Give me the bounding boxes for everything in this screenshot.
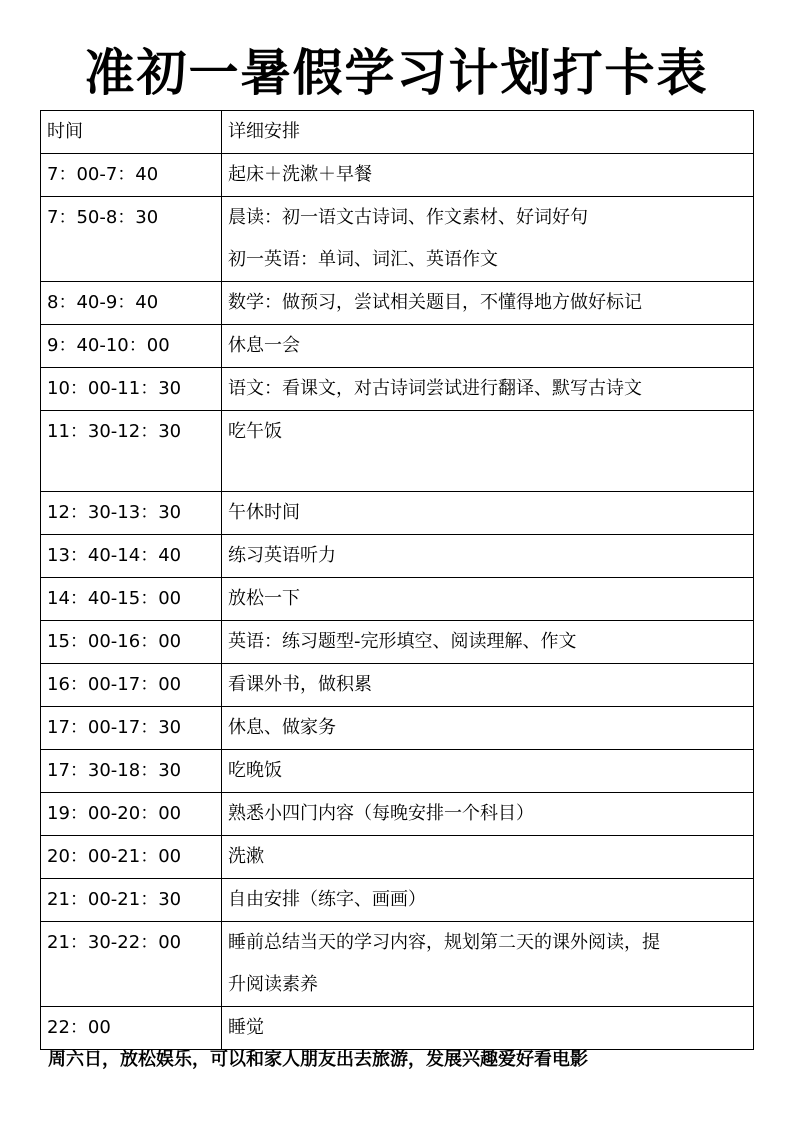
table-row	[41, 535, 754, 578]
table-row	[41, 492, 754, 535]
detail-cell	[222, 535, 754, 578]
table-row	[41, 368, 754, 411]
time-cell: 19：00-20：00	[41, 793, 222, 836]
detail-cell	[222, 411, 754, 492]
detail-line: 吃晚饭	[228, 760, 282, 781]
table-row	[41, 922, 754, 1007]
time-cell: 7：00-7：40	[41, 154, 222, 197]
header-detail: 详细安排	[222, 111, 754, 154]
table-row	[41, 154, 754, 197]
table-row	[41, 197, 754, 282]
detail-line: 初一英语：单词、词汇、英语作文	[228, 249, 498, 270]
detail-cell	[222, 836, 754, 879]
detail-line: 看课外书，做积累	[228, 674, 372, 695]
detail-line: 洗漱	[228, 846, 264, 867]
table-row	[41, 707, 754, 750]
detail-line: 午休时间	[228, 502, 300, 523]
time-cell: 14：40-15：00	[41, 578, 222, 621]
detail-line: 数学：做预习，尝试相关题目，不懂得地方做好标记	[228, 292, 642, 313]
time-cell: 17：00-17：30	[41, 707, 222, 750]
time-cell: 17：30-18：30	[41, 750, 222, 793]
table-header-row	[41, 111, 754, 154]
detail-line: 休息一会	[228, 335, 300, 356]
detail-line: 放松一下	[228, 588, 300, 609]
table-row	[41, 793, 754, 836]
detail-line: 睡觉	[228, 1017, 264, 1038]
time-cell: 13：40-14：40	[41, 535, 222, 578]
detail-line: 练习英语听力	[228, 545, 336, 566]
detail-cell	[222, 621, 754, 664]
detail-cell	[222, 707, 754, 750]
time-cell: 16：00-17：00	[41, 664, 222, 707]
time-cell: 7：50-8：30	[41, 197, 222, 282]
page-title: 准初一暑假学习计划打卡表	[84, 44, 709, 102]
detail-line: 起床＋洗漱＋早餐	[228, 164, 372, 185]
time-cell: 21：30-22：00	[41, 922, 222, 1007]
detail-cell	[222, 492, 754, 535]
detail-cell	[222, 368, 754, 411]
detail-cell	[222, 197, 754, 282]
time-cell: 20：00-21：00	[41, 836, 222, 879]
table-row	[41, 664, 754, 707]
time-cell: 15：00-16：00	[41, 621, 222, 664]
detail-line: 晨读：初一语文古诗词、作文素材、好词好句	[228, 207, 588, 228]
detail-cell	[222, 922, 754, 1007]
detail-cell	[222, 154, 754, 197]
detail-line: 睡前总结当天的学习内容，规划第二天的课外阅读，提	[228, 932, 660, 953]
detail-cell	[222, 879, 754, 922]
detail-cell	[222, 793, 754, 836]
detail-line: 语文：看课文，对古诗词尝试进行翻译、默写古诗文	[228, 378, 642, 399]
table-row	[41, 325, 754, 368]
time-cell: 9：40-10：00	[41, 325, 222, 368]
detail-line: 熟悉小四门内容（每晚安排一个科目）	[228, 803, 534, 824]
weekend-note: 周六日，放松娱乐，可以和家人朋友出去旅游，发展兴趣爱好看电影	[48, 1049, 588, 1070]
detail-line: 英语：练习题型-完形填空、阅读理解、作文	[228, 631, 577, 652]
table-row	[41, 411, 754, 492]
detail-line: 休息、做家务	[228, 717, 336, 738]
table-row	[41, 621, 754, 664]
time-cell: 21：00-21：30	[41, 879, 222, 922]
time-cell: 12：30-13：30	[41, 492, 222, 535]
detail-line: 吃午饭	[228, 421, 282, 442]
table-row	[41, 836, 754, 879]
time-cell: 11：30-12：30	[41, 411, 222, 492]
detail-cell	[222, 325, 754, 368]
detail-cell	[222, 750, 754, 793]
table-row	[41, 282, 754, 325]
table-row	[41, 750, 754, 793]
schedule-table	[40, 110, 754, 1050]
detail-cell	[222, 282, 754, 325]
header-time: 时间	[41, 111, 222, 154]
table-row	[41, 578, 754, 621]
table-row	[41, 879, 754, 922]
time-cell: 22：00	[41, 1007, 222, 1050]
detail-cell	[222, 664, 754, 707]
time-cell: 8：40-9：40	[41, 282, 222, 325]
detail-cell	[222, 578, 754, 621]
detail-line: 升阅读素养	[228, 974, 318, 995]
detail-line: 自由安排（练字、画画）	[228, 889, 426, 910]
time-cell: 10：00-11：30	[41, 368, 222, 411]
